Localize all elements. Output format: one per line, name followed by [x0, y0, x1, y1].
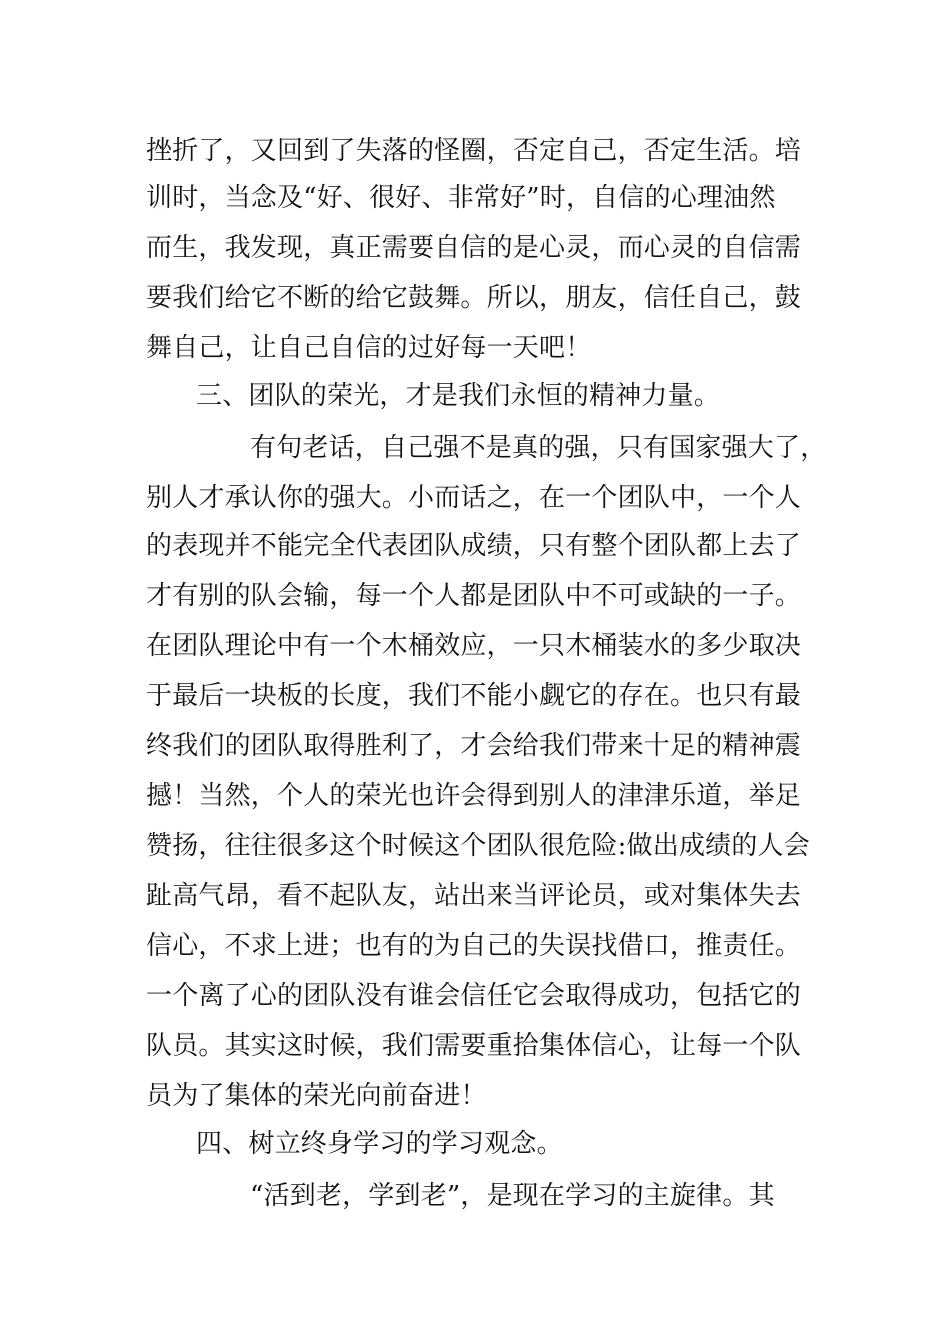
text-line: 员为了集体的荣光向前奋进！ [146, 1081, 487, 1111]
text-line: 一个离了心的团队没有谁会信任它会取得成功，包括它的 [146, 981, 802, 1011]
section-heading: 三、团队的荣光，才是我们永恒的精神力量。 [196, 381, 721, 411]
text-line: 终我们的团队取得胜利了，才会给我们带来十足的精神震 [146, 731, 802, 761]
text-line: 而生，我发现，真正需要自信的是心灵，而心灵的自信需 [146, 233, 802, 263]
text-line: 要我们给它不断的给它鼓舞。所以，朋友，信任自己，鼓 [146, 283, 802, 313]
text-line: 的表现并不能完全代表团队成绩，只有整个团队都上去了 [146, 531, 802, 561]
text-line: 队员。其实这时候，我们需要重拾集体信心，让每一个队 [146, 1031, 802, 1061]
text-line: 趾高气昂，看不起队友，站出来当评论员，或对集体失去 [146, 881, 802, 911]
text-line: 才有别的队会输，每一个人都是团队中不可或缺的一子。 [146, 581, 802, 611]
text-line: 有句老话，自己强不是真的强，只有国家强大了， [250, 433, 827, 463]
section-heading: 四、树立终身学习的学习观念。 [196, 1129, 563, 1159]
text-line: 于最后一块板的长度，我们不能小觑它的存在。也只有最 [146, 681, 802, 711]
text-line: 信心，不求上进；也有的为自己的失误找借口，推责任。 [146, 931, 802, 961]
text-line: 舞自己，让自己自信的过好每一天吧！ [146, 333, 592, 363]
text-line: 撼！当然，个人的荣光也许会得到别人的津津乐道，举足 [146, 781, 802, 811]
text-line: 赞扬，往往很多这个时候这个团队很危险:做出成绩的人会 [146, 831, 810, 861]
text-line: “活到老，学到老”，是现在学习的主旋律。其 [250, 1181, 775, 1211]
text-line: 在团队理论中有一个木桶效应，一只木桶装水的多少取决 [146, 631, 802, 661]
text-line: 别人才承认你的强大。小而话之，在一个团队中，一个人 [146, 483, 802, 513]
text-line: 挫折了，又回到了失落的怪圈，否定自己，否定生活。培 [146, 136, 802, 166]
text-line: 训时，当念及“好、很好、非常好”时，自信的心理油然 [146, 183, 776, 213]
